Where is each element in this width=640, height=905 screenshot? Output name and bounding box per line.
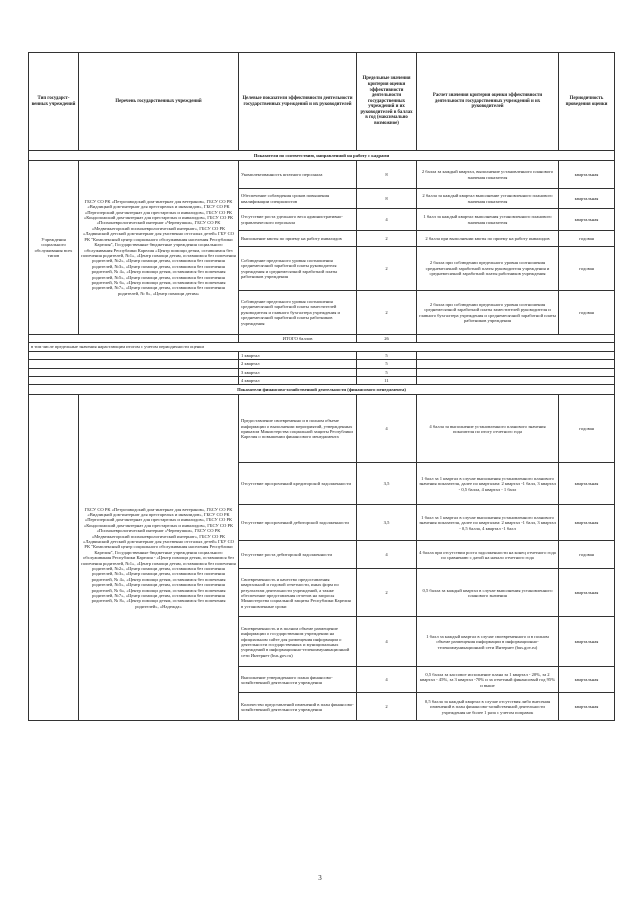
quarter-label: 1 квартал: [239, 351, 357, 359]
calculation-cell: 1 балл за каждый квартал выполнения установленного планового значения показателя: [417, 209, 559, 231]
calculation-cell: 1 балл за 1 квартал в случае выполнения установленного планового значения показателя, далее по кварталам: 2 квартал -1 балл, 3 квартал - 0,5 балла, 4 квартал - 1 балл: [417, 463, 559, 505]
spacer-cell: [29, 360, 239, 368]
quarter-row: [29, 360, 615, 368]
indicator-cell: Соблюдение предельного уровня соотношения среднемесячной заработной платы заместителей руководителя и главного бухгалтера учреждения и среднемесячной заработной платы работников учреждения: [239, 291, 357, 335]
max-score-cell: 2: [357, 693, 417, 721]
indicator-cell: Обеспечение соблюдения сроков повышения квалификации специалистов: [239, 189, 357, 209]
institution-type-cell: Учреждения социального обслуживания всех типов: [29, 161, 79, 335]
header-institutions: Перечень государственных учреждений: [79, 53, 239, 151]
calculation-cell: 4 балла при отсутствии роста задолженности на конец отчетного года по сравнению с датой на начало отчетного года: [417, 541, 559, 569]
periodicity-cell: квартальная: [559, 617, 615, 667]
periodicity-cell: годовая: [559, 247, 615, 291]
institutions-cell: ГБСУ СО РК «Петрозаводский дом-интернат для ветеранов», ГБСУ СО РК «Видлицкий дом-интернат для престарелых и инвалидов», ГБСУ СО РК «Пертозерский дом-интернат для престарелых и инвалидов», ГБСУ СО РК «Кондопожский дом-интернат для престарелых и инвалидов», ГБСУ СО РК «Психоневрологический интернат «Черемушки», ГБСУ СО РК «Медвежьегорский психоневрологический интернат», ГБСУ СО РК «Ладвинский детский дом-интернат для умственно отсталых детей» ГБУ СО РК "Комплексный центр социального обслуживания населения Республики Карелия", Государственные бюджетные учреждения социального обслуживания Республики Карелия - «Центр помощи детям, оставшимся без попечения родителей, №1», «Центр помощи детям, оставшимся без попечения родителей, №2», «Центр помощи детям, оставшимся без попечения родителей, №3», «Центр помощи детям, оставшимся без попечения родителей, № 4», «Центр помощи детям, оставшимся без попечения родителей, №5», «Центр помощи детям, оставшимся без попечения родителей, № 6», «Центр помощи детям, оставшимся без попечения родителей, №7», «Центр помощи детям, оставшимся без попечения родителей, № 8», «Центр помощи детям, оставшимся без попечения родителей», «Надежда»: [79, 395, 239, 721]
periodicity-cell: квартальная: [559, 693, 615, 721]
indicator-cell: Своевременность и качество предоставления квартальной и годовой отчетности, иных форм по результатам деятельности учреждений, а также обеспечение представления отчетов на запросы Министерства социальной защиты Республики Карелия в установленные сроки: [239, 569, 357, 617]
calculation-cell: 1 балл за каждый квартал в случае своевременного и в полном объеме размещения информации в информационно-телекоммуникационной сети Интернет (bus.gov.ru): [417, 617, 559, 667]
header-max-score: Предельные значения критерия оценки эффективности деятельности государственных учреждений и их руководителей в баллах в год (максимально возможное): [357, 53, 417, 151]
periodicity-cell: квартальная: [559, 161, 615, 189]
indicator-cell: Отсутствие роста дебиторской задолженности: [239, 541, 357, 569]
criteria-table: [28, 52, 615, 721]
max-score-cell: 4: [357, 395, 417, 463]
header-indicators: Целевые показатели эффективности деятельности государственных учреждений и их руководителей: [239, 53, 357, 151]
spacer-cell: [417, 351, 615, 359]
section-title-row: [29, 385, 615, 395]
calculation-cell: 2 балла при выполнении квоты по приему на работу инвалидов: [417, 231, 559, 247]
periodicity-cell: квартальная: [559, 667, 615, 693]
periodicity-cell: годовая: [559, 231, 615, 247]
calculation-cell: 4 балла за выполнение установленного планового значения показателя по итогу отчетного года: [417, 395, 559, 463]
quarter-label: 4 квартал: [239, 377, 357, 385]
periodicity-cell: годовая: [559, 395, 615, 463]
spacer-cell: [417, 360, 615, 368]
spacer-cell: [29, 377, 239, 385]
header-calculation: Расчет значения критерия оценки эффективности деятельности государственных учреждений и их руководителей: [417, 53, 559, 151]
max-score-cell: 2: [357, 247, 417, 291]
quarter-label: 3 квартал: [239, 368, 357, 376]
total-value: 26: [357, 335, 417, 343]
max-score-cell: 3,5: [357, 463, 417, 505]
quarters-note-row: [29, 343, 615, 351]
max-score-cell: 2: [357, 291, 417, 335]
calculation-cell: 1 балл за 1 квартал в случае выполнения установленного планового значения показателя, далее по кварталам: 2 квартал -1 балл, 3 квартал - 0,5 балла, 4 квартал -1 балл: [417, 505, 559, 541]
periodicity-cell: квартальная: [559, 569, 615, 617]
header-periodicity: Периодичность проведения оценки: [559, 53, 615, 151]
quarter-row: [29, 377, 615, 385]
max-score-cell: 2: [357, 569, 417, 617]
table-row: [29, 161, 615, 189]
max-score-cell: 4: [357, 617, 417, 667]
table-header-row: [29, 53, 615, 151]
spacer-cell: [29, 368, 239, 376]
indicator-cell: Соблюдение предельного уровня соотношения среднемесячной заработной платы руководителя учреждения и среднемесячной заработной платы работников учреждения: [239, 247, 357, 291]
calculation-cell: 0,5 балла за каждый квартал в случае выполнения установленного планового значения: [417, 569, 559, 617]
spacer-cell: [29, 351, 239, 359]
section-title: Показатели финансово-хозяйственной деятельности (финансового менеджмента): [29, 385, 615, 395]
quarter-row: [29, 351, 615, 359]
quarter-value: 5: [357, 360, 417, 368]
total-row: [29, 335, 615, 343]
periodicity-cell: квартальная: [559, 209, 615, 231]
section-title-row: [29, 151, 615, 161]
max-score-cell: 4: [357, 541, 417, 569]
calculation-cell: 2 балла при соблюдении предельного уровня соотношения среднемесячной заработной платы заместителей руководителя и главного бухгалтера учреждения и среднемесячной заработной платы работников учреждения: [417, 291, 559, 335]
indicator-cell: Своевременность и в полном объеме размещение информации о государственном учреждении на официальном сайте для размещения информации о деятельности государственных и муниципальных учреждений в информационно-телекоммуникационной сети Интернет (bus.gov.ru): [239, 617, 357, 667]
indicator-cell: Предоставление своевременно и в полном объеме информации о выполнении мероприятий, утвержденных приказом Министерства социальной защиты Республики Карелия о повышении финансового менеджмента: [239, 395, 357, 463]
calculation-cell: 0,5 балла за каждый квартал в случае отсутствия либо внесения изменений в план финансово-хозяйственной деятельности учреждения не более 1 раза с учетом поправок: [417, 693, 559, 721]
indicator-cell: Выполнение квоты по приему на работу инвалидов: [239, 231, 357, 247]
max-score-cell: 3,5: [357, 505, 417, 541]
quarter-value: 5: [357, 351, 417, 359]
periodicity-cell: квартальная: [559, 505, 615, 541]
max-score-cell: 2: [357, 231, 417, 247]
spacer-cell: [417, 335, 615, 343]
indicator-cell: Выполнение утвержденного плана финансово-хозяйственной деятельности учреждения: [239, 667, 357, 693]
quarter-value: 11: [357, 377, 417, 385]
indicator-cell: Отсутствие просроченной дебиторской задолженности: [239, 505, 357, 541]
spacer-cell: [29, 335, 239, 343]
quarter-value: 5: [357, 368, 417, 376]
max-score-cell: 8: [357, 189, 417, 209]
periodicity-cell: годовая: [559, 291, 615, 335]
table-row: [29, 395, 615, 463]
quarters-note: в том числе предельные значения нарастающим итогом с учетом периодичности оценки: [29, 343, 615, 351]
spacer-cell: [417, 368, 615, 376]
quarter-row: [29, 368, 615, 376]
header-type: Тип государст-венных учреждений: [29, 53, 79, 151]
indicator-cell: Укомплектованность штатного персонала: [239, 161, 357, 189]
calculation-cell: 2 балла за каждый квартал, выполнение установленного планового значения показателя: [417, 161, 559, 189]
calculation-cell: 0,5 балла за кассовое исполнение плана за 1 квартал - 20%, за 2 квартал - 45%, за 3 квартал -70% и за отчетный финансовый год 95% и выше: [417, 667, 559, 693]
indicator-cell: Отсутствие просроченной кредиторской задолженности: [239, 463, 357, 505]
total-label: ИТОГО баллов: [239, 335, 357, 343]
institutions-cell: ГБСУ СО РК «Петрозаводский дом-интернат для ветеранов», ГБСУ СО РК «Видлицкий дом-интернат для престарелых и инвалидов», ГБСУ СО РК «Пертозерский дом-интернат для престарелых и инвалидов», ГБСУ СО РК «Кондопожский дом-интернат для престарелых и инвалидов», ГБСУ СО РК «Психоневрологический интернат «Черемушки», ГБСУ СО РК «Медвежьегорский психоневрологический интернат», ГБСУ СО РК «Ладвинский детский дом-интернат для умственно отсталых детей» ГБУ СО РК "Комплексный центр социального обслуживания населения Республики Карелия", Государственные бюджетные учреждения социального обслуживания Республики Карелия «Центр помощи детям, оставшимся без попечения родителей, №1», «Центр помощи детям, оставшимся без попечения родителей, №2», «Центр помощи детям, оставшимся без попечения родителей, №3», «Центр помощи детям, оставшимся без попечения родителей, № 4», «Центр помощи детям, оставшимся без попечения родителей, №5», «Центр помощи детям, оставшимся без попечения родителей, № 6», «Центр помощи детям, оставшимся без попечения родителей, №7», «Центр помощи детям, оставшимся без попечения родителей, № 8», «Центр помощи детям»: [79, 161, 239, 335]
quarter-label: 2 квартал: [239, 360, 357, 368]
calculation-cell: 2 балла за каждый квартал выполнение установленного планового значения показателя: [417, 189, 559, 209]
indicator-cell: Количество представлений изменений в план финансово-хозяйственной деятельности учреждения: [239, 693, 357, 721]
section-title: Показатели по соответствию, направленной на работу с кадрами: [29, 151, 615, 161]
max-score-cell: 4: [357, 209, 417, 231]
periodicity-cell: годовая: [559, 541, 615, 569]
calculation-cell: 2 балла при соблюдении предельного уровня соотношения среднемесячной заработной платы руководителя учреждения и среднемесячной заработной платы работников учреждения: [417, 247, 559, 291]
periodicity-cell: квартальная: [559, 189, 615, 209]
institution-type-cell: [29, 395, 79, 721]
periodicity-cell: квартальная: [559, 463, 615, 505]
max-score-cell: 4: [357, 667, 417, 693]
indicator-cell: Отсутствие роста удельного веса административно-управленческого персонала: [239, 209, 357, 231]
page-number: 3: [318, 874, 322, 882]
max-score-cell: 8: [357, 161, 417, 189]
spacer-cell: [417, 377, 615, 385]
